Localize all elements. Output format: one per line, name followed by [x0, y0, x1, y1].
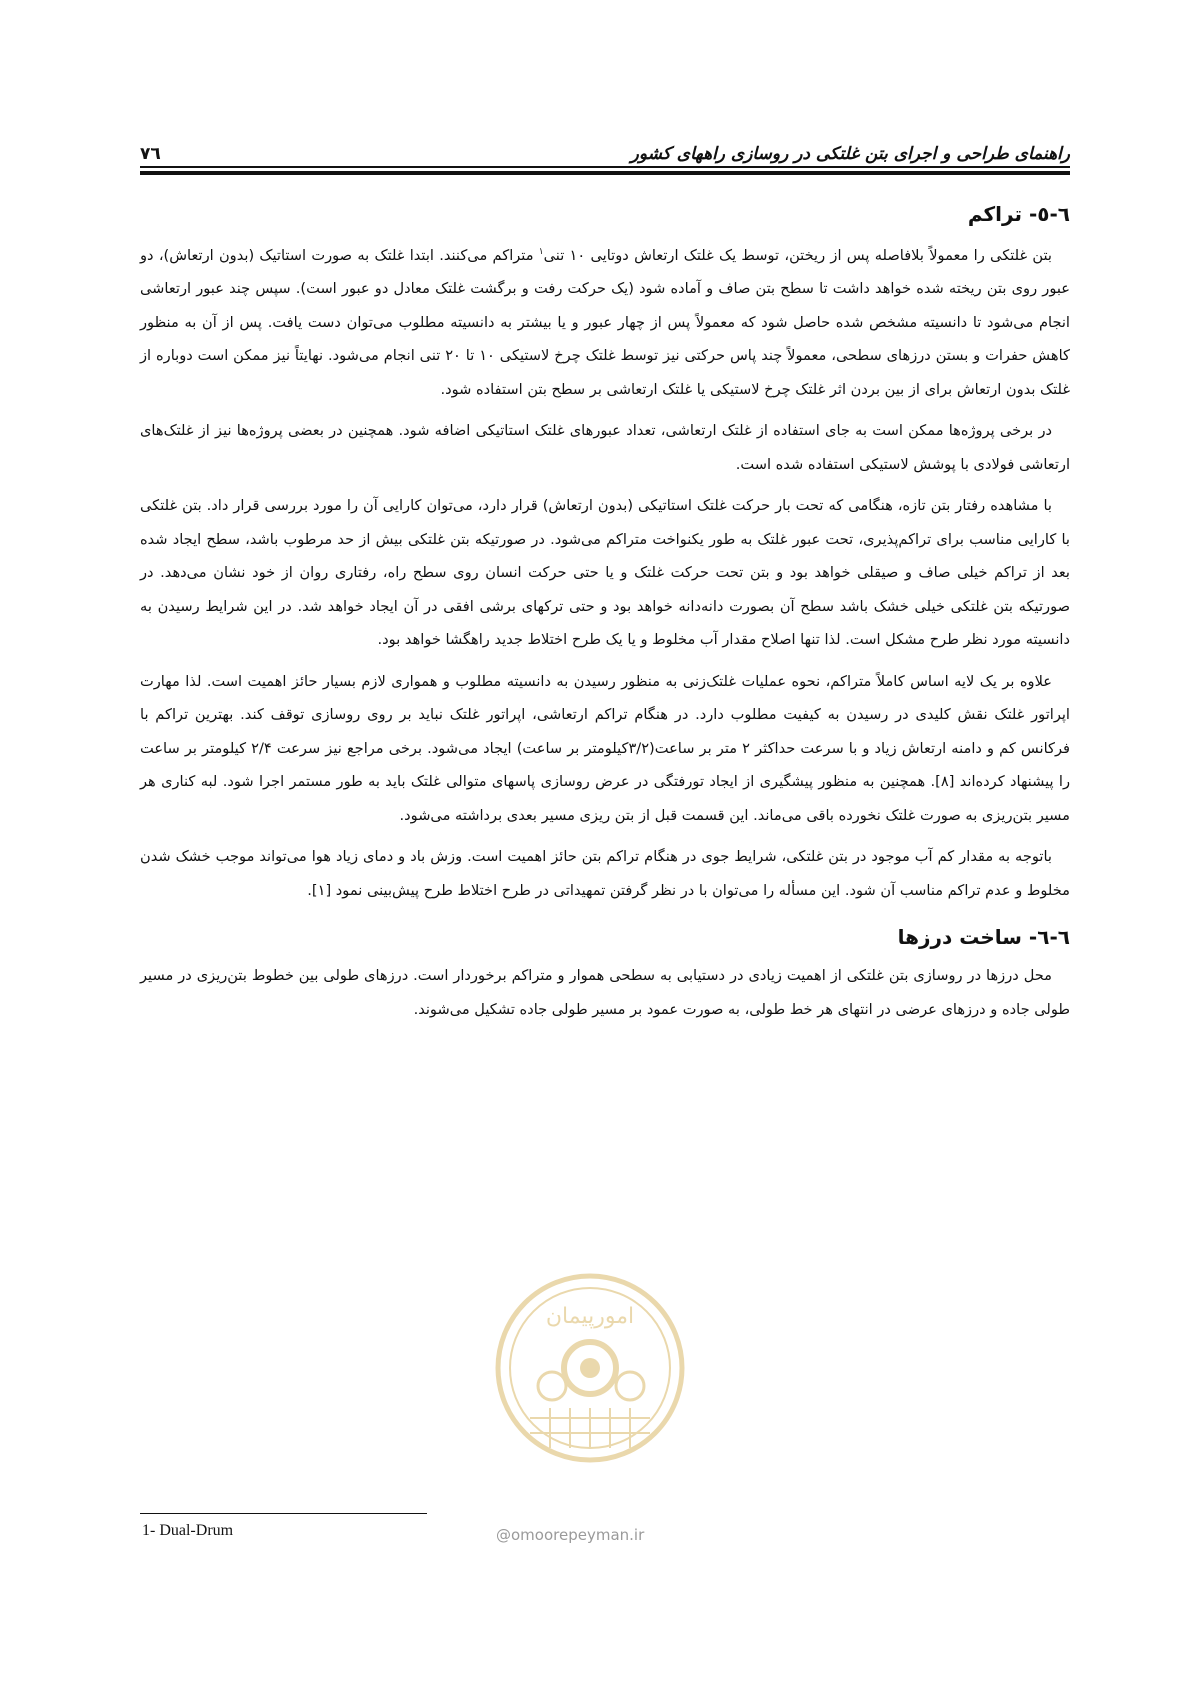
section-heading-joints: ٦-٦- ساخت درزها	[897, 925, 1070, 950]
footnote-rule	[140, 1513, 427, 1514]
watermark-logo	[490, 1268, 690, 1468]
watermark-url: @omoorepeyman.ir	[496, 1526, 645, 1544]
paragraph: با مشاهده رفتار بتن تازه، هنگامی که تحت بار حرکت غلتک استاتیکی (بدون ارتعاش) قرار دارد، می‌توان کارایی آن را مورد بررسی قرار داد. بتن غلتکی با کارایی مناسب برای تراکم‌پذیری، تحت عبور غلتک به طور یکنواخت متراکم می‌شود. در صورتیکه بتن غلتکی بیش از حد مرطوب باشد، سطح ایجاد شده بعد از تراکم خیلی صاف و صیقلی خواهد بود و بتن تحت حرکت غلتک و یا حتی حرکت انسان روی سطح راه، رفتاری روان از خود نشان می‌دهد. در صورتیکه بتن غلتکی خیلی خشک باشد سطح آن بصورت دانه‌دانه خواهد بود و حتی ترکهای برشی افقی در آن ایجاد خواهد شد. در این شرایط رسیدن به دانسیته مورد نظر طرح مشکل است. لذا تنها اصلاح مقدار آب مخلوط و یا یک طرح اختلاط جدید راهگشا خواهد بود.	[140, 497, 1070, 649]
paragraph-text-cont: متراکم می‌کنند. ابتدا غلتک به صورت استاتیک (بدون ارتعاش)، دو عبور روی بتن ریخته شده خواهد داشت تا سطح بتن صاف و آماده شود (یک حرکت رفت و برگشت غلتک معادل دو عبور است). سپس چند عبور ارتعاشی انجام می‌شود تا دانسیته مشخص شده حاصل شود که معمولاً پس از چهار عبور و یا بیشتر به دانسیته مطلوب می‌توان دست یافت. پس از آن به منظور کاهش حفرات و بستن درزهای سطحی، معمولاً چند پاس حرکتی نیز توسط غلتک چرخ لاستیکی ١٠ تا ٢٠ تنی انجام می‌شود. نهایتاً نیز ممکن است دوباره از غلتک بدون ارتعاش برای از بین بردن اثر غلتک چرخ لاستیکی یا غلتک ارتعاشی بر سطح بتن استفاده شود.	[140, 246, 1070, 398]
watermark-logo-text: امورپیمان	[545, 1304, 635, 1329]
header-rule-thick	[140, 171, 1070, 175]
footnote: 1- Dual-Drum	[142, 1522, 234, 1539]
paragraph	[140, 236, 1070, 406]
paragraph-text: بتن غلتکی را معمولاً بلافاصله پس از ریختن، توسط یک غلتک ارتعاش دوتایی ١٠ تنی	[543, 246, 1052, 264]
page-header	[140, 128, 1070, 164]
paragraph: علاوه بر یک لایه اساس کاملاً متراکم، نحوه عملیات غلتک‌زنی به منظور رسیدن به دانسیته مطلوب و همواری لازم بسیار حائز اهمیت است. لذا مهارت اپراتور غلتک نقش کلیدی در رسیدن به کیفیت مطلوب دارد. در هنگام تراکم ارتعاشی، اپراتور غلتک نباید بر روی روسازی توقف کند. بهترین تراکم با فرکانس کم و دامنه ارتعاش زیاد و با سرعت حداکثر ٢ متر بر ساعت(٣/٢کیلومتر بر ساعت) ایجاد می‌شود. برخی مراجع نیز سرعت ٢/۴ کیلومتر بر ساعت را پیشنهاد کرده‌اند [٨]. همچنین به منظور پیشگیری از ایجاد تورفتگی در عرض روسازی پاسهای متوالی غلتک باید به طور مستمر اجرا شود. لبه کناری هر مسیر بتن‌ریزی به صورت غلتک نخورده باقی می‌ماند. این قسمت قبل از بتن ریزی مسیر بعدی برداشته می‌شود.	[140, 672, 1071, 824]
paragraph: محل درزها در روسازی بتن غلتکی از اهمیت زیادی در دستیابی به سطحی هموار و متراکم برخوردار است. درزهای طولی بین خطوط بتن‌ریزی در مسیر طولی جاده و درزهای عرضی در انتهای هر خط طولی، به صورت عمود بر مسیر طولی جاده تشکیل می‌شوند.	[140, 967, 1070, 1018]
section-heading-compaction: ٦-٥- تراکم	[967, 202, 1070, 226]
page-body	[140, 192, 1070, 1034]
header-rule-thin	[140, 166, 1070, 168]
running-title: راهنمای طراحی و اجرای بتن غلتکی در روسازی راههای کشور	[630, 144, 1070, 164]
paragraph: باتوجه به مقدار کم آب موجود در بتن غلتکی، شرایط جوی در هنگام تراکم بتن حائز اهمیت است. وزش باد و دمای زیاد هوا می‌تواند موجب خشک شدن مخلوط و عدم تراکم مناسب آن شود. این مسأله را می‌توان با در نظر گرفتن تمهیداتی در طرح اختلاط طرح پیش‌بینی نمود [١].	[140, 848, 1070, 899]
paragraph: در برخی پروژه‌ها ممکن است به جای استفاده از غلتک ارتعاشی، تعداد عبورهای غلتک استاتیکی اضافه شود. همچنین در بعضی پروژه‌ها نیز از غلتک‌های ارتعاشی فولادی با پوشش لاستیکی استفاده شده است.	[140, 422, 1070, 473]
footnote-ref[interactable]: ١	[538, 247, 544, 257]
page-number: ٧٦	[140, 144, 161, 164]
